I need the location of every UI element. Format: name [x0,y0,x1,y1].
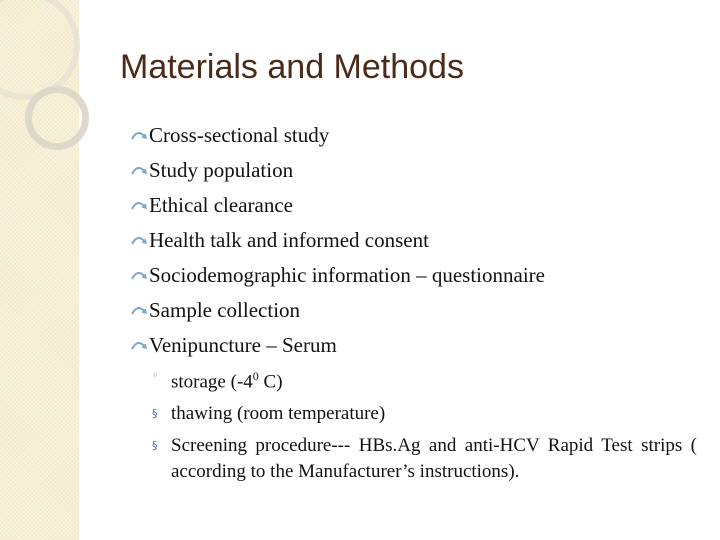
bullet-list [130,118,700,363]
curved-arrow-bullet-icon [130,328,148,363]
bullet-item [130,188,700,223]
bullet-text: Sociodemographic information – questionnaire [149,263,545,287]
hollow-circle-bullet-icon: ◦ [152,369,159,382]
bullet-item [130,118,700,153]
superscript-degree: 0 [252,369,259,383]
bullet-text: Study population [149,158,294,182]
curved-arrow-bullet-icon [130,188,148,223]
slide-title: Materials and Methods [120,48,464,86]
sub-bullet-text: Screening procedure--- HBs.Ag and anti-HCV Rapid Test strips ( according to the Manufacturer’s instructions). [171,435,697,483]
sub-bullet-text-end: C) [258,371,283,393]
bullet-text: Venipuncture – Serum [149,333,337,357]
square-bullet-icon: § [152,439,158,453]
bullet-text: Sample collection [149,298,301,322]
bullet-text: Ethical clearance [149,193,293,217]
bullet-item [130,223,700,258]
bullet-item [130,153,700,188]
decorative-ring [25,86,89,150]
bullet-text: Cross-sectional study [149,123,330,147]
curved-arrow-bullet-icon [130,293,148,328]
curved-arrow-bullet-icon [130,223,148,258]
curved-arrow-bullet-icon [130,153,148,188]
bullet-item [130,293,700,328]
sub-bullet-list [152,363,697,491]
bullet-text: Health talk and informed consent [149,228,429,252]
curved-arrow-bullet-icon [130,118,148,153]
bullet-item [130,258,700,293]
bullet-item [130,328,700,363]
sub-bullet-text: storage (-4 [171,371,253,393]
sub-bullet-item [152,401,697,427]
square-bullet-icon: § [152,407,158,421]
sub-bullet-text: thawing (room temperature) [171,403,386,425]
curved-arrow-bullet-icon [130,258,148,293]
sub-bullet-item [152,433,697,485]
sub-bullet-item [152,363,697,395]
